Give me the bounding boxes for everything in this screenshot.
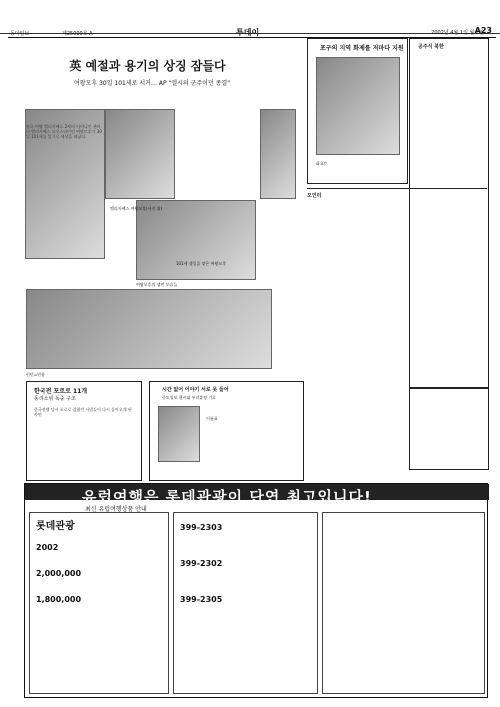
- ad-logo: 롯데관광: [36, 521, 75, 532]
- ad-phone-2: 399-2302: [180, 559, 223, 568]
- right-feature-photo: [316, 57, 400, 155]
- mid-photo-caption: 여왕모후의 생전 모습들: [136, 282, 178, 287]
- ad-phone-1: 399-2303: [180, 523, 223, 532]
- mid-lower-photo: [158, 406, 200, 462]
- ad-price-2: 1,800,000: [36, 595, 82, 604]
- section-title: 투데이: [236, 28, 260, 37]
- left-lower-story: [26, 381, 142, 481]
- ad-middle-panel: [173, 512, 318, 694]
- mid-lower-subhead: 중도일보 편시대 부녀휴정 기로: [162, 395, 217, 400]
- main-photo-right: [260, 109, 296, 199]
- main-body: 영국 여왕 엘리자베스 2세의 어머니인 퀸마더 엘리자베스 보우스라이언 여왕모후가 30일 101세를 일기로 세상을 떠났다.: [26, 124, 102, 139]
- ad-price-1: 2,000,000: [36, 569, 82, 578]
- ad-left-panel: [29, 512, 169, 694]
- newspaper-name: 동아일보: [10, 31, 30, 37]
- sidebar-title: 공주식 북한: [418, 44, 444, 50]
- issue-number: 제25000호 A: [62, 31, 93, 37]
- ad-panel: [24, 483, 488, 698]
- mid-caption: 101세 생일을 맞은 여왕모후: [176, 261, 227, 266]
- mid-lower-story: [149, 381, 304, 481]
- right-feature-box: [307, 38, 408, 184]
- ad-right-panel: [322, 512, 485, 694]
- left-lower-subhead: 동리소위 독중 구조: [34, 396, 76, 402]
- page-number: A23: [474, 26, 492, 35]
- date-text: 2002년 4월 1일 월요일: [431, 30, 484, 36]
- left-lower-body: 한국전쟁 당시 포로로 잡혔던 사람들이 다시 돌아오게 된 사연: [34, 407, 132, 417]
- mid-lower-caption: 이름표: [206, 416, 218, 421]
- main-photo-lower: [136, 200, 256, 280]
- main-subhead: 여왕모후 30일 101세로 서거… AP "엘시의 군주이던 종결": [73, 80, 230, 87]
- ad-title: 유럽여행은 롯데관광이 단연 최고입니다!: [82, 488, 372, 506]
- small-ad-box: [409, 388, 489, 470]
- right-feature-caption: 화요토: [316, 161, 328, 166]
- left-lower-headline: 한국전 포로로 11개: [34, 388, 88, 395]
- right-column-label: 오인터: [307, 193, 322, 199]
- main-photo-center: [105, 109, 175, 199]
- main-photo-caption: 엘리자베스 여왕모후(사진 위): [110, 206, 163, 211]
- right-feature-headline: 포구의 지역 화제를 저마다 지원: [320, 45, 404, 52]
- bottom-photo-strip: [26, 289, 272, 369]
- ad-phone-3: 399-2305: [180, 595, 223, 604]
- main-headline: 英 예절과 용기의 상징 잠들다: [69, 59, 226, 73]
- page-header: [0, 0, 500, 37]
- mid-lower-headline: 시간 없어 이야기 서로 못 들어: [162, 387, 229, 393]
- bottom-photo-caption: 런던=연합: [26, 372, 45, 377]
- ad-subtitle: 최신 유럽여행상품 안내: [85, 506, 147, 513]
- ad-year: 2002: [36, 543, 59, 552]
